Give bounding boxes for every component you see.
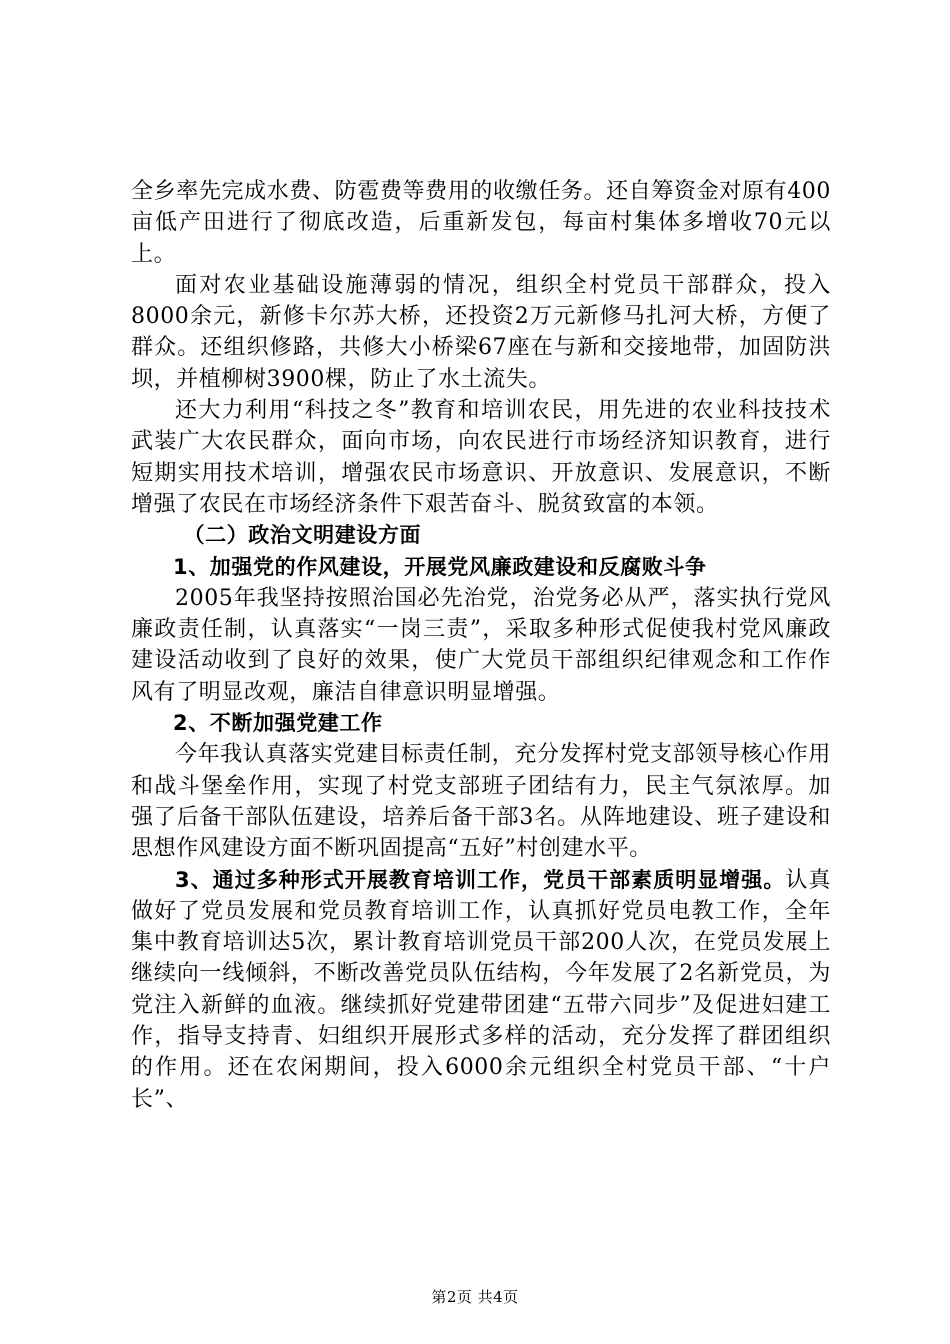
document-body xyxy=(131,176,831,1115)
paragraph-fee-collection: 全乡率先完成水费、防雹费等费用的收缴任务。还自筹资金对原有400亩低产田进行了彻底改造，后重新发包，每亩村集体多增收70元以上。 xyxy=(131,179,831,267)
subheading-party-building: 2、不断加强党建工作 xyxy=(173,711,383,736)
paragraph-education-training xyxy=(131,865,831,1115)
subheading-education-training: 3、通过多种形式开展教育培训工作，党员干部素质明显增强。 xyxy=(175,867,786,892)
paragraph-infrastructure: 面对农业基础设施薄弱的情况，组织全村党员干部群众，投入8000余元，新修卡尔苏大桥，还投资2万元新修马扎河大桥，方便了群众。还组织修路，共修大小桥梁67座在与新和交接地带，加固防洪坝，并植柳树3900棵，防止了水土流失。 xyxy=(131,272,831,392)
paragraph-education-training-text: 认真做好了党员发展和党员教育培训工作，认真抓好党员电教工作，全年集中教育培训达5次，累计教育培训党员干部200人次，在党员发展上继续向一线倾斜，不断改善党员队伍结构，今年发展了2名新党员，为党注入新鲜的血液。继续抓好党建带团建“五带六同步”及促进妇建工作，指导支持青、妇组织开展形式多样的活动，充分发挥了群团组织的作用。还在农闲期间，投入6000余元组织全村党员干部、“十户长”、 xyxy=(131,867,831,1112)
page-footer xyxy=(0,1286,950,1307)
paragraph-party-building: 今年我认真落实党建目标责任制，充分发挥村党支部领导核心作用和战斗堡垒作用，实现了村党支部班子团结有力，民主气氛浓厚。加强了后备干部队伍建设，培养后备干部3名。从阵地建设、班子建设和思想作风建设方面不断巩固提高“五好”村创建水平。 xyxy=(131,742,831,862)
paragraph-tech-training: 还大力利用“科技之冬”教育和培训农民，用先进的农业科技技术武装广大农民群众，面向市场，向农民进行市场经济知识教育，进行短期实用技术培训，增强农民市场意识、开放意识、发展意识，不断增强了农民在市场经济条件下艰苦奋斗、脱贫致富的本领。 xyxy=(131,398,831,517)
section-heading-political: （二）政治文明建设方面 xyxy=(183,523,422,548)
paragraph-party-conduct: 2005年我坚持按照治国必先治党，治党务必从严，落实执行党风廉政责任制，认真落实“一岗三责”，采取多种形式促使我村党风廉政建设活动收到了良好的效果，使广大党员干部组织纪律观念和工作作风有了明显改观，廉洁自律意识明显增强。 xyxy=(131,585,831,705)
page-number-label: 第2页 共4页 xyxy=(431,1288,519,1306)
subheading-party-conduct: 1、加强党的作风建设，开展党风廉政建设和反腐败斗争 xyxy=(173,554,707,579)
